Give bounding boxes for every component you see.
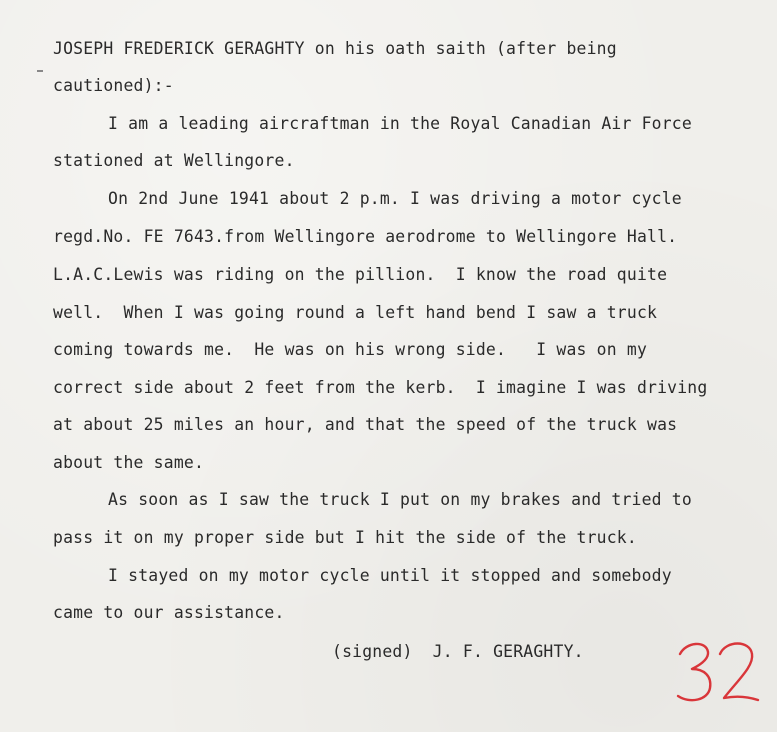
text-line-3: I am a leading aircraftman in the Royal Canadian Air Force	[108, 114, 692, 133]
text-line-4: stationed at Wellingore.	[53, 151, 295, 170]
stray-pen-mark	[37, 70, 43, 72]
text-line-8: well. When I was going round a left hand bend I saw a truck	[53, 303, 658, 322]
text-line-12: about the same.	[53, 453, 205, 472]
text-line-6: regd.No. FE 7643.from Wellingore aerodrome to Wellingore Hall.	[53, 227, 678, 246]
text-line-16: came to our assistance.	[53, 603, 285, 622]
text-line-11: at about 25 miles an hour, and that the speed of the truck was	[53, 415, 678, 434]
text-line-7: L.A.C.Lewis was riding on the pillion. I know the road quite	[53, 265, 668, 284]
text-line-14: pass it on my proper side but I hit the side of the truck.	[53, 528, 637, 547]
text-line-13: As soon as I saw the truck I put on my brakes and tried to	[108, 490, 692, 509]
text-line-9: coming towards me. He was on his wrong side. I was on my	[53, 340, 648, 359]
text-line-5: On 2nd June 1941 about 2 p.m. I was driving a motor cycle	[108, 189, 682, 208]
text-line-2: cautioned):-	[53, 76, 174, 95]
signature-line: (signed) J. F. GERAGHTY.	[332, 642, 584, 661]
text-line-10: correct side about 2 feet from the kerb. I imagine I was driving	[53, 378, 708, 397]
folio-number-handwritten	[672, 636, 762, 706]
text-line-15: I stayed on my motor cycle until it stopped and somebody	[108, 566, 672, 585]
text-line-1: JOSEPH FREDERICK GERAGHTY on his oath saith (after being	[53, 39, 617, 58]
